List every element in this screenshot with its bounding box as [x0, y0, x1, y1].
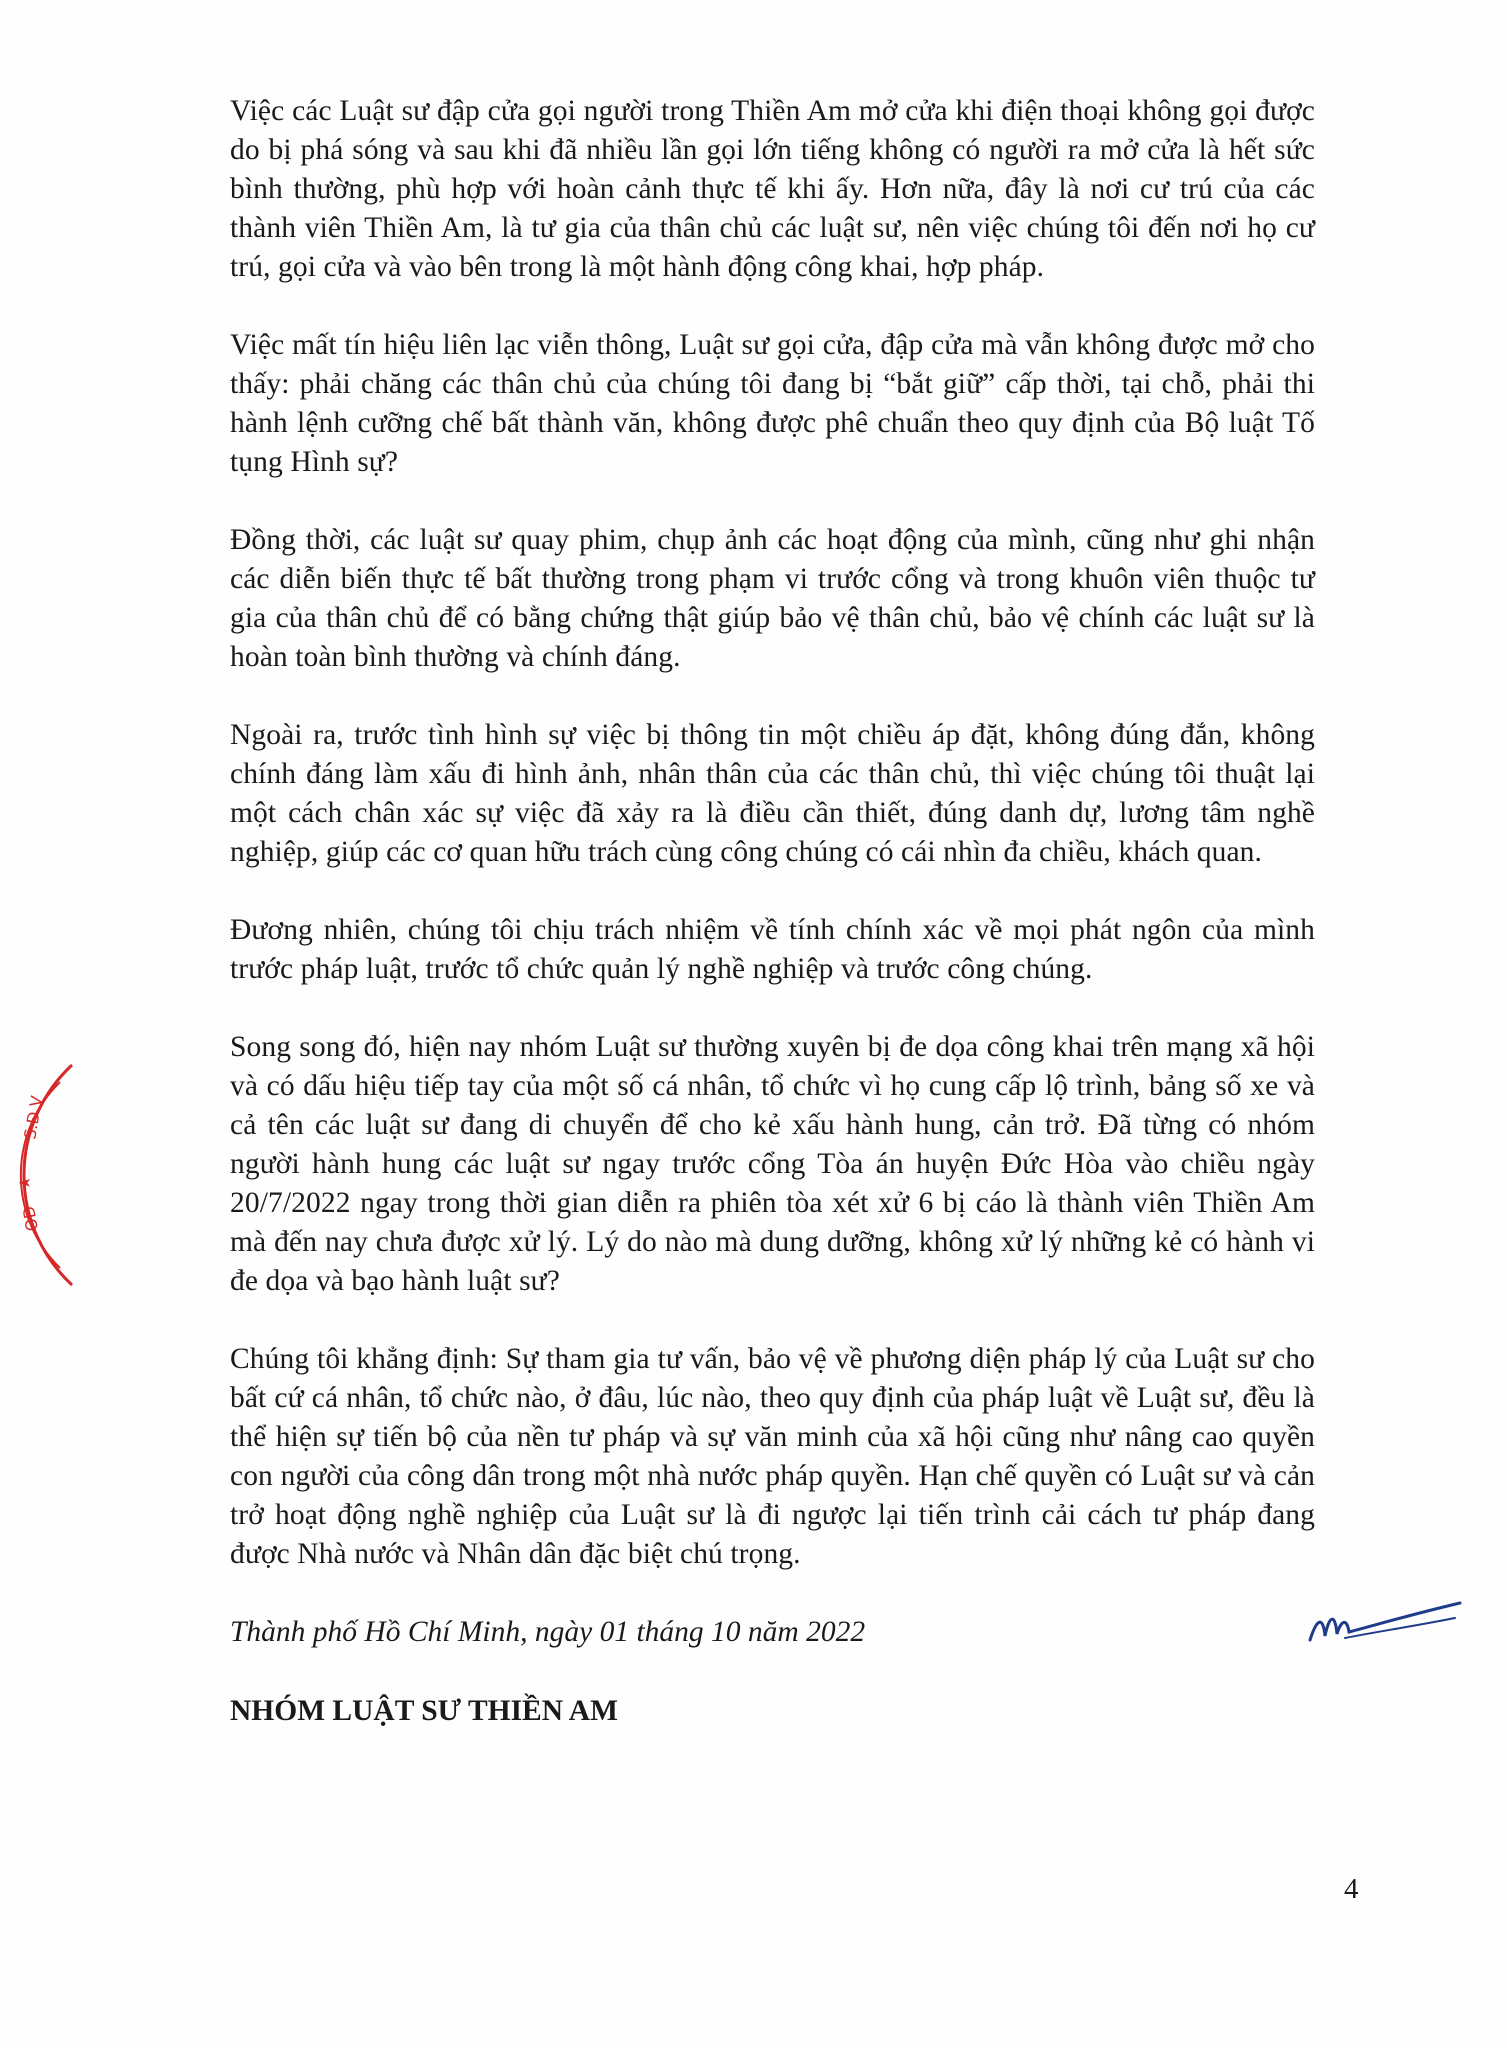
svg-text:★: ★ [15, 1175, 34, 1190]
page-number: 4 [1344, 1873, 1359, 1905]
paragraph-4: Ngoài ra, trước tình hình sự việc bị thông tin một chiều áp đặt, không đúng đắn, không chính đáng làm xấu đi hình ảnh, nhân thân của các thân chủ, thì việc chúng tôi thuật lại một cách chân xác sự việc đã xảy ra là điều cần thiết, đúng danh dự, lương tâm nghề nghiệp, giúp các cơ quan hữu trách cùng công chúng có cái nhìn đa chiều, khách quan. [230, 719, 1315, 868]
svg-text:S.Đ.V: S.Đ.V [20, 1094, 47, 1141]
signer-name: NHÓM LUẬT SƯ THIỀN AM [230, 1695, 618, 1727]
date-line: Thành phố Hồ Chí Minh, ngày 01 tháng 10 năm 2022 [230, 1616, 866, 1648]
paragraph-3: Đồng thời, các luật sư quay phim, chụp ảnh các hoạt động của mình, cũng như ghi nhận các diễn biến thực tế bất thường trong phạm vi trước cổng và trong khuôn viên thuộc tư gia của thân chủ để có bằng chứng thật giúp bảo vệ thân chủ, bảo vệ chính các luật sư là hoàn toàn bình thường và chính đáng. [230, 524, 1315, 673]
document-body [230, 92, 1315, 1731]
paragraph-1: Việc các Luật sư đập cửa gọi người trong Thiền Am mở cửa khi điện thoại không gọi được do bị phá sóng và sau khi đã nhiều lần gọi lớn tiếng không có người ra mở cửa là hết sức bình thường, phù hợp với hoàn cảnh thực tế khi ấy. Hơn nữa, đây là nơi cư trú của các thành viên Thiền Am, là tư gia của thân chủ các luật sư, nên việc chúng tôi đến nơi họ cư trú, gọi cửa và vào bên trong là một hành động công khai, hợp pháp. [230, 95, 1315, 283]
initials-signature [1305, 1598, 1465, 1653]
red-seal-stamp [0, 1060, 80, 1290]
paragraph-6: Song song đó, hiện nay nhóm Luật sư thường xuyên bị đe dọa công khai trên mạng xã hội và có dấu hiệu tiếp tay của một số cá nhân, tổ chức vì họ cung cấp lộ trình, bảng số xe và cả tên các luật sư đang di chuyển để cho kẻ xấu hành hung, cản trở. Đã từng có nhóm người hành hung các luật sư ngay trước cổng Tòa án huyện Đức Hòa vào chiều ngày 20/7/2022 ngay trong thời gian diễn ra phiên tòa xét xử 6 bị cáo là thành viên Thiền Am mà đến nay chưa được xử lý. Lý do nào mà dung dưỡng, không xử lý những kẻ có hành vi đe dọa và bạo hành luật sư? [230, 1031, 1315, 1297]
svg-text:OĐ: OĐ [18, 1204, 42, 1233]
paragraph-7: Chúng tôi khẳng định: Sự tham gia tư vấn, bảo vệ về phương diện pháp lý của Luật sư cho bất cứ cá nhân, tổ chức nào, ở đâu, lúc nào, theo quy định của pháp luật về Luật sư, đều là thể hiện sự tiến bộ của nền tư pháp và sự văn minh của xã hội cũng như nâng cao quyền con người của công dân trong một nhà nước pháp quyền. Hạn chế quyền có Luật sư và cản trở hoạt động nghề nghiệp của Luật sư là đi ngược lại tiến trình cải cách tư pháp đang được Nhà nước và Nhân dân đặc biệt chú trọng. [230, 1343, 1315, 1570]
paragraph-2: Việc mất tín hiệu liên lạc viễn thông, Luật sư gọi cửa, đập cửa mà vẫn không được mở cho thấy: phải chăng các thân chủ của chúng tôi đang bị “bắt giữ” cấp thời, tại chỗ, phải thi hành lệnh cưỡng chế bất thành văn, không được phê chuẩn theo quy định của Bộ luật Tố tụng Hình sự? [230, 329, 1315, 478]
paragraph-5: Đương nhiên, chúng tôi chịu trách nhiệm về tính chính xác về mọi phát ngôn của mình trước pháp luật, trước tổ chức quản lý nghề nghiệp và trước công chúng. [230, 914, 1315, 985]
